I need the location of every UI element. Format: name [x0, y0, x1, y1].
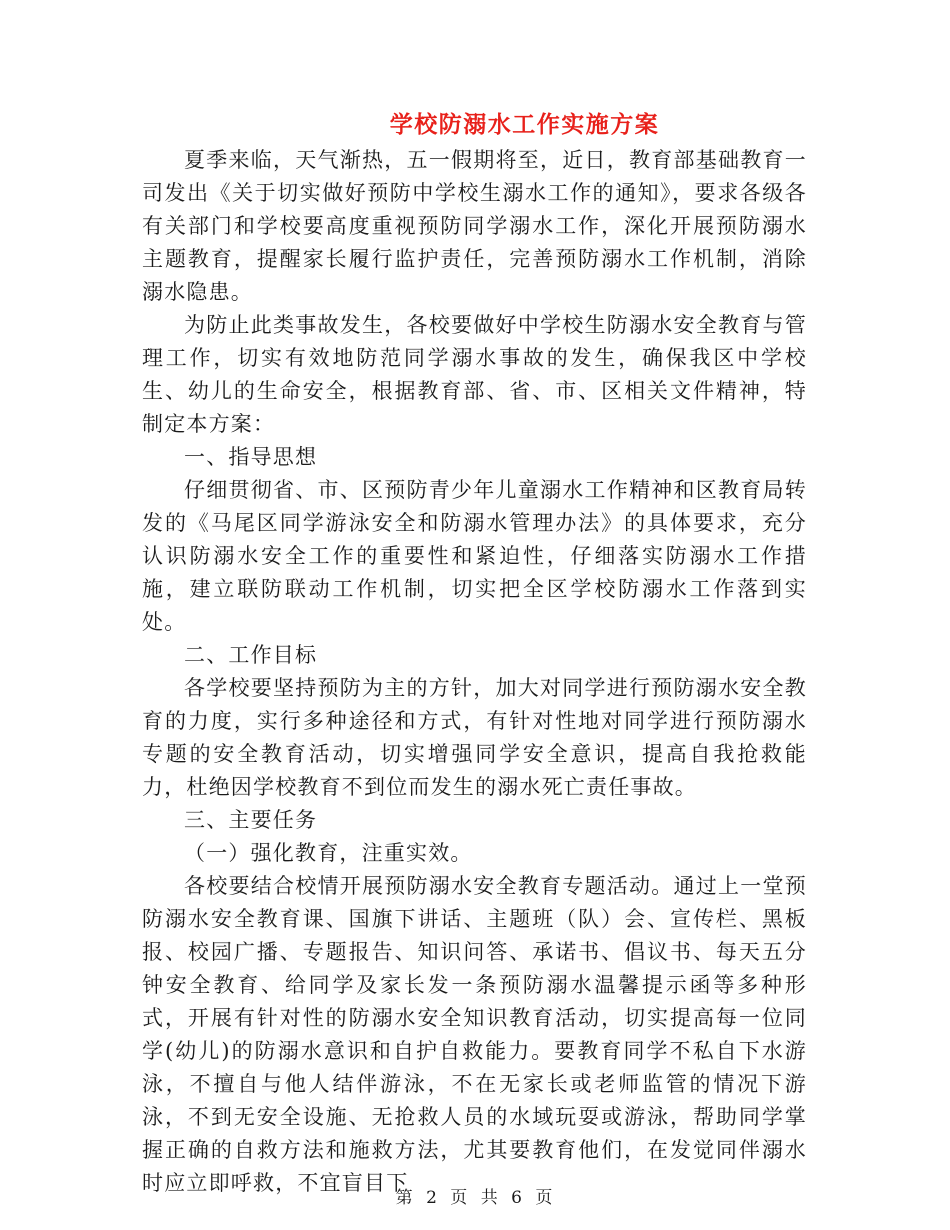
document-body	[142, 96, 807, 1200]
document-title: 学校防溺水工作实施方案	[389, 112, 660, 138]
subsection-heading-education: （一）强化教育，注重实效。	[184, 841, 473, 865]
paragraph-intro: 夏季来临，天气渐热，五一假期将至，近日，教育部基础教育一司发出《关于切实做好预防中学校生溺水工作的通知》，要求各级各有关部门和学校要高度重视预防同学溺水工作，深化开展预防溺水主题教育，提醒家长履行监护责任，完善预防溺水工作机制，消除溺水隐患。	[142, 148, 807, 304]
paragraph-guiding-thought: 仔细贯彻省、市、区预防青少年儿童溺水工作精神和区教育局转发的《马尾区同学游泳安全和防溺水管理办法》的具体要求，充分认识防溺水安全工作的重要性和紧迫性，仔细落实防溺水工作措施，建立联防联动工作机制，切实把全区学校防溺水工作落到实处。	[142, 478, 807, 634]
section-heading-main-tasks: 三、主要任务	[184, 808, 318, 832]
paragraph-work-goal: 各学校要坚持预防为主的方针，加大对同学进行预防溺水安全教育的力度，实行多种途径和方式，有针对性地对同学进行预防溺水专题的安全教育活动，切实增强同学安全意识，提高自我抢救能力，杜绝因学校教育不到位而发生的溺水死亡责任事故。	[142, 676, 807, 799]
page-footer: 第 2 页 共 6 页	[395, 1188, 555, 1208]
section-heading-guiding-thought: 一、指导思想	[184, 445, 318, 469]
paragraph-education: 各校要结合校情开展预防溺水安全教育专题活动。通过上一堂预防溺水安全教育课、国旗下讲话、主题班（队）会、宣传栏、黑板报、校园广播、专题报告、知识问答、承诺书、倡议书、每天五分钟安全教育、给同学及家长发一条预防溺水温馨提示函等多种形式，开展有针对性的防溺水安全知识教育活动，切实提高每一位同学(幼儿)的防溺水意识和自护自救能力。要教育同学不私自下水游泳，不擅自与他人结伴游泳，不在无家长或老师监管的情况下游泳，不到无安全设施、无抢救人员的水域玩耍或游泳，帮助同学掌握正确的自救方法和施救方法，尤其要教育他们，在发觉同伴溺水时应立即呼救，不宜盲目下	[142, 874, 807, 1195]
paragraph-purpose: 为防止此类事故发生，各校要做好中学校生防溺水安全教育与管理工作，切实有效地防范同学溺水事故的发生，确保我区中学校生、幼儿的生命安全，根据教育部、省、市、区相关文件精神，特制定本方案：	[142, 313, 807, 436]
section-heading-work-goal: 二、工作目标	[184, 643, 318, 667]
